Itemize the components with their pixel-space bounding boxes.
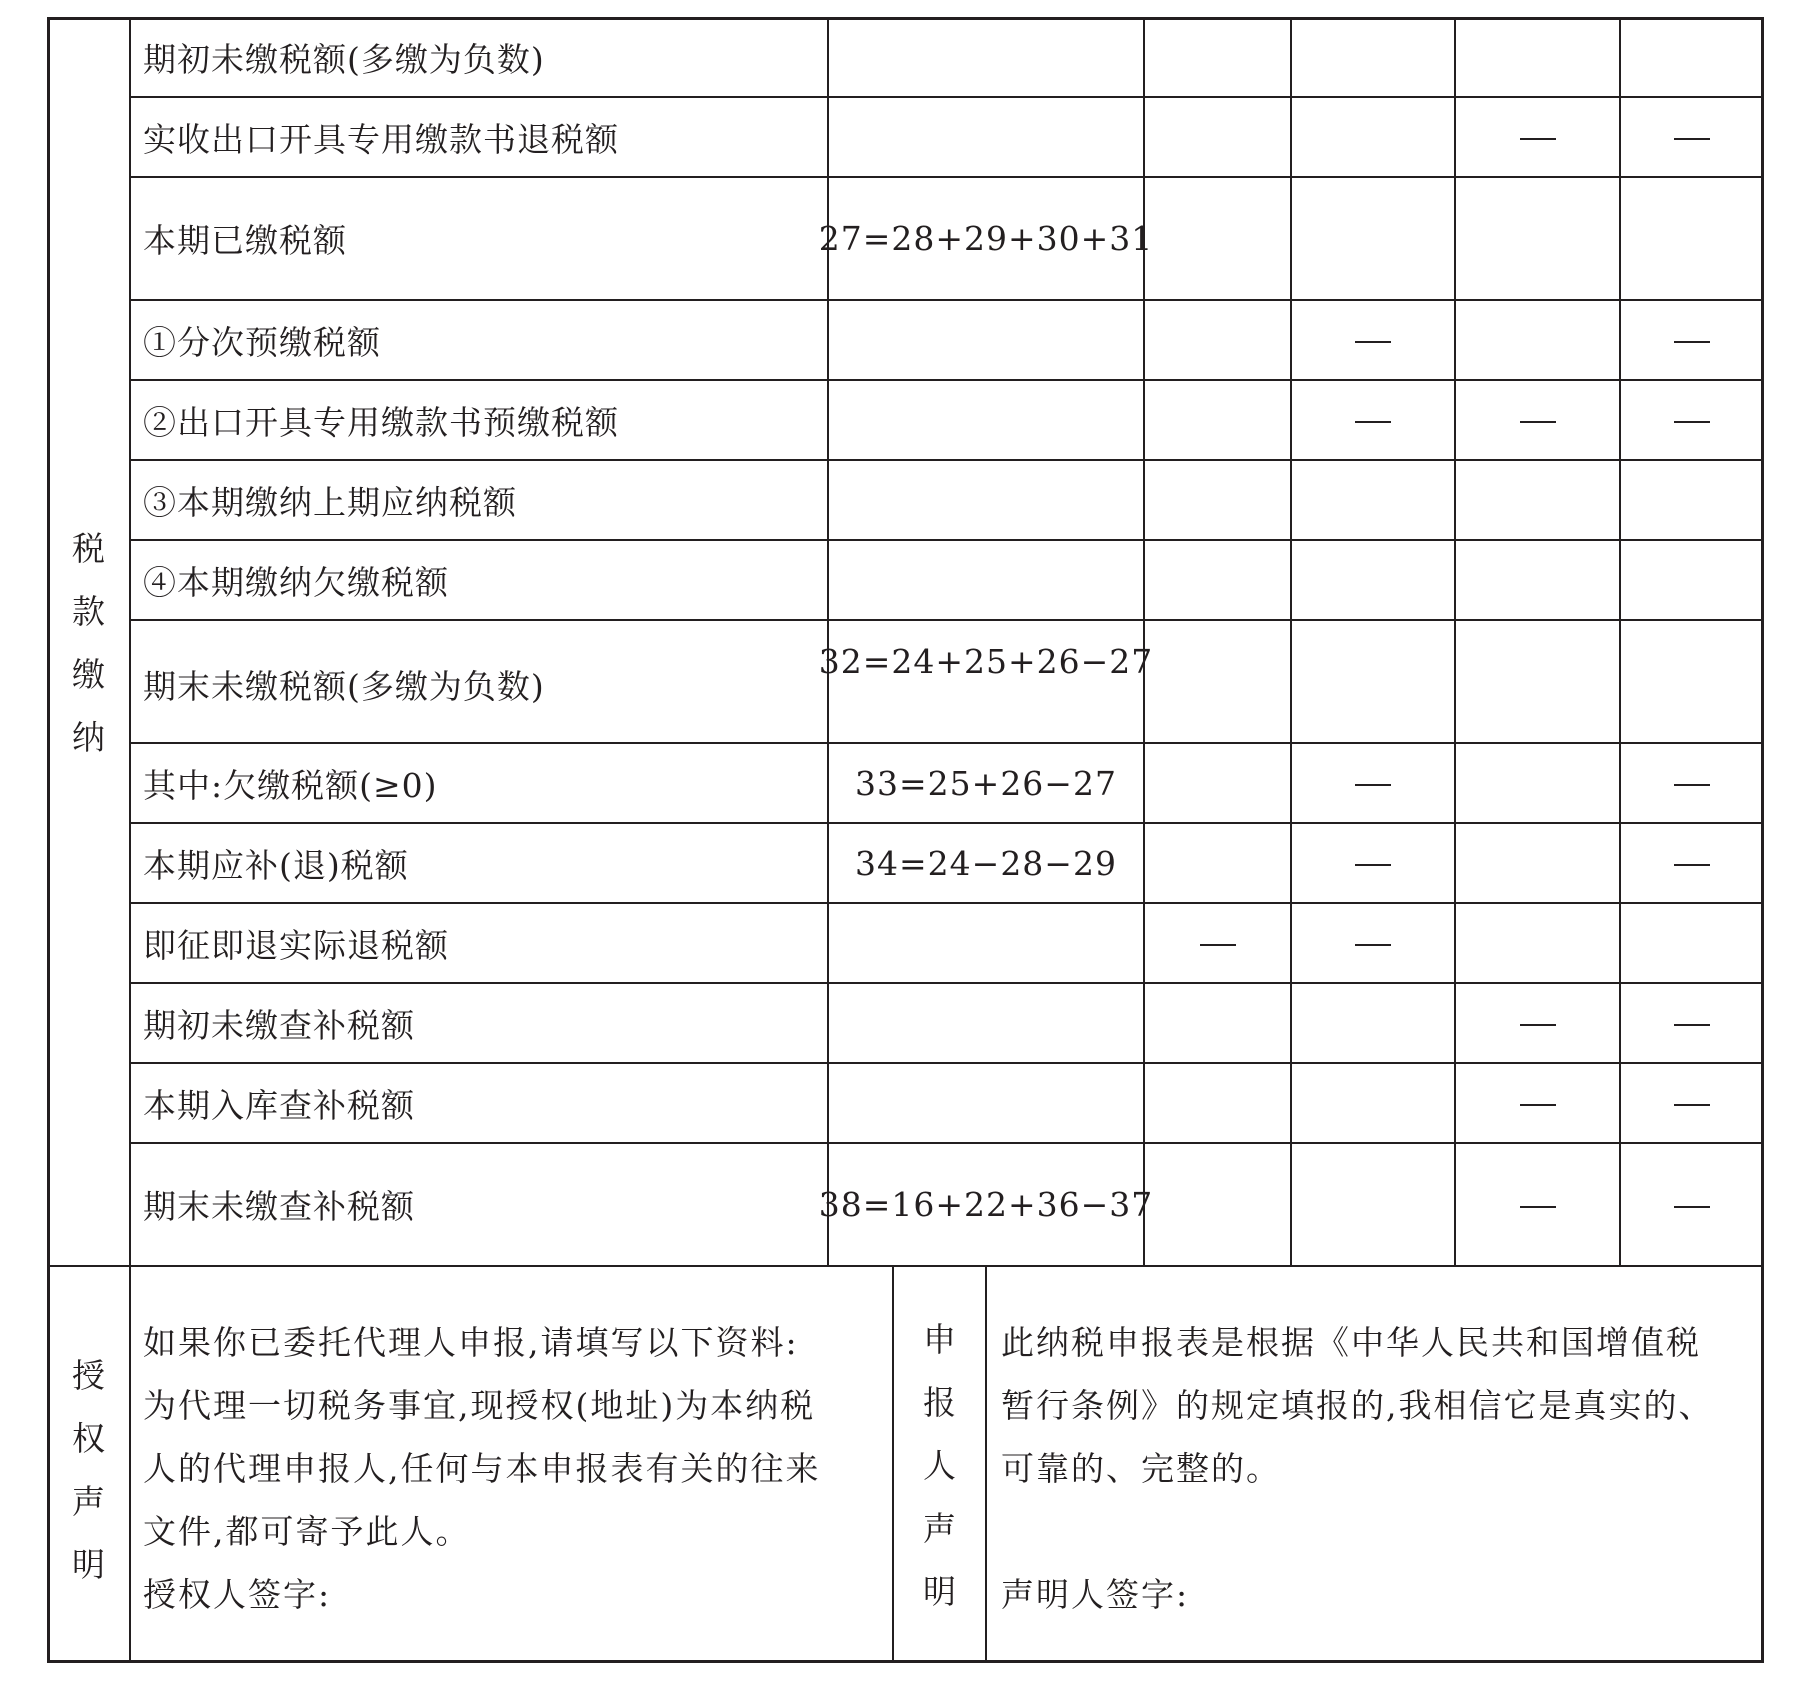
row-label-text: ①分次预缴税额 bbox=[143, 322, 381, 362]
row-formula bbox=[828, 823, 1144, 903]
row-label-text: 本期入库查补税额 bbox=[143, 1085, 415, 1125]
value-cell bbox=[1620, 540, 1764, 620]
not-applicable-dash bbox=[1520, 1206, 1556, 1208]
value-cell bbox=[1455, 903, 1620, 983]
value-cell bbox=[1291, 540, 1455, 620]
statement-line: 为代理一切税务事宜,现授权(地址)为本纳税 bbox=[143, 1386, 816, 1425]
row-label bbox=[130, 17, 828, 97]
row-formula bbox=[818, 177, 1154, 300]
value-cell bbox=[1291, 177, 1455, 300]
row-label bbox=[130, 983, 828, 1063]
value-cell bbox=[1144, 1063, 1291, 1143]
value-cell bbox=[1291, 460, 1455, 540]
row-label bbox=[130, 743, 828, 823]
row-label bbox=[130, 540, 828, 620]
row-formula bbox=[818, 1143, 1154, 1266]
declarant-statement bbox=[1001, 1311, 1714, 1626]
section-label-char: 款 bbox=[72, 591, 105, 631]
value-cell bbox=[1291, 823, 1455, 905]
section-label-declarant bbox=[893, 1308, 986, 1623]
statement-line: 可靠的、完整的。 bbox=[1001, 1449, 1281, 1488]
value-cell bbox=[1144, 983, 1291, 1063]
section-label-authorization bbox=[47, 1344, 130, 1596]
value-cell bbox=[1620, 743, 1764, 825]
row-label bbox=[130, 380, 828, 460]
row-formula-text: 34=24−28−29 bbox=[855, 843, 1117, 883]
row-label bbox=[130, 1143, 828, 1266]
row-label bbox=[130, 300, 828, 380]
not-applicable-dash bbox=[1355, 864, 1391, 866]
row-label-text: ②出口开具专用缴款书预缴税额 bbox=[143, 402, 619, 442]
value-cell bbox=[1620, 620, 1764, 743]
not-applicable-dash bbox=[1674, 341, 1710, 343]
value-cell bbox=[1455, 97, 1620, 179]
statement-line: 授权人签字: bbox=[143, 1575, 332, 1614]
row-label-text: 其中:欠缴税额(≥0) bbox=[143, 765, 438, 805]
row-label-text: 本期应补(退)税额 bbox=[143, 845, 409, 885]
row-formula-text: 32=24+25+26−27 bbox=[818, 642, 1154, 681]
section-label-char: 声 bbox=[72, 1482, 105, 1521]
value-cell bbox=[1620, 1063, 1764, 1145]
row-formula bbox=[828, 17, 1144, 97]
value-cell bbox=[1620, 380, 1764, 462]
value-cell bbox=[1291, 380, 1455, 462]
not-applicable-dash bbox=[1355, 421, 1391, 423]
value-cell bbox=[1144, 823, 1291, 903]
row-label-text: 实收出口开具专用缴款书退税额 bbox=[143, 119, 619, 159]
row-label bbox=[130, 823, 828, 903]
value-cell bbox=[1620, 460, 1764, 540]
row-formula bbox=[828, 300, 1144, 380]
value-cell bbox=[1144, 1143, 1291, 1266]
row-label-text: 即征即退实际退税额 bbox=[143, 925, 449, 965]
row-formula bbox=[828, 1063, 1144, 1143]
row-label bbox=[130, 620, 828, 743]
row-label bbox=[130, 1063, 828, 1143]
row-formula-text: 27=28+29+30+31 bbox=[818, 219, 1154, 258]
section-label-char: 声 bbox=[923, 1508, 956, 1548]
value-cell bbox=[1291, 97, 1455, 177]
value-cell bbox=[1620, 823, 1764, 905]
value-cell bbox=[1455, 620, 1620, 743]
value-cell bbox=[1291, 17, 1455, 97]
authorization-statement bbox=[143, 1311, 821, 1626]
row-formula-text: 33=25+26−27 bbox=[855, 763, 1117, 803]
value-cell bbox=[1291, 620, 1455, 743]
value-cell bbox=[1455, 823, 1620, 903]
row-label-text: ③本期缴纳上期应纳税额 bbox=[143, 482, 517, 522]
value-cell bbox=[1144, 380, 1291, 460]
value-cell bbox=[1455, 380, 1620, 462]
value-cell bbox=[1455, 983, 1620, 1065]
row-label-text: ④本期缴纳欠缴税额 bbox=[143, 562, 449, 602]
value-cell bbox=[1455, 540, 1620, 620]
row-formula bbox=[828, 983, 1144, 1063]
value-cell bbox=[1291, 983, 1455, 1063]
section-label-char: 明 bbox=[72, 1545, 105, 1584]
section-label-char: 权 bbox=[72, 1419, 105, 1458]
not-applicable-dash bbox=[1520, 1024, 1556, 1026]
statement-line: 文件,都可寄予此人。 bbox=[143, 1512, 471, 1551]
value-cell bbox=[1291, 903, 1455, 985]
not-applicable-dash bbox=[1674, 784, 1710, 786]
statement-line: 此纳税申报表是根据《中华人民共和国增值税 bbox=[1001, 1323, 1701, 1362]
value-cell bbox=[1144, 97, 1291, 177]
row-label-text: 本期已缴税额 bbox=[143, 221, 347, 260]
row-formula bbox=[828, 743, 1144, 823]
statement-line: 声明人签字: bbox=[1001, 1575, 1190, 1614]
value-cell bbox=[1620, 1143, 1764, 1268]
section-label-char: 申 bbox=[923, 1319, 956, 1359]
not-applicable-dash bbox=[1674, 1104, 1710, 1106]
row-formula bbox=[828, 903, 1144, 983]
value-cell bbox=[1620, 17, 1764, 97]
value-cell bbox=[1144, 300, 1291, 380]
value-cell bbox=[1144, 620, 1291, 743]
row-label-text: 期初未缴查补税额 bbox=[143, 1005, 415, 1045]
row-label-text: 期末未缴查补税额 bbox=[143, 1187, 415, 1226]
statement-line: 如果你已委托代理人申报,请填写以下资料: bbox=[143, 1323, 799, 1362]
section-label-char: 税 bbox=[72, 528, 105, 568]
not-applicable-dash bbox=[1674, 421, 1710, 423]
statement-line bbox=[1001, 1500, 1714, 1563]
row-label bbox=[130, 177, 828, 300]
value-cell bbox=[1455, 460, 1620, 540]
not-applicable-dash bbox=[1355, 784, 1391, 786]
not-applicable-dash bbox=[1355, 341, 1391, 343]
row-label bbox=[130, 97, 828, 177]
value-cell bbox=[1455, 1143, 1620, 1268]
value-cell bbox=[1291, 1143, 1455, 1266]
row-formula bbox=[818, 620, 1154, 743]
not-applicable-dash bbox=[1520, 1104, 1556, 1106]
row-formula bbox=[828, 460, 1144, 540]
value-cell bbox=[1291, 1063, 1455, 1143]
section-label-char: 缴 bbox=[72, 654, 105, 694]
value-cell bbox=[1144, 460, 1291, 540]
value-cell bbox=[1144, 743, 1291, 823]
section-label-char: 报 bbox=[923, 1382, 956, 1422]
section-label-char: 纳 bbox=[72, 717, 105, 757]
value-cell bbox=[1620, 97, 1764, 179]
value-cell bbox=[1620, 177, 1764, 300]
not-applicable-dash bbox=[1674, 1024, 1710, 1026]
value-cell bbox=[1455, 743, 1620, 823]
row-formula bbox=[828, 540, 1144, 620]
value-cell bbox=[1144, 903, 1291, 985]
section-label-tax-payment bbox=[47, 517, 130, 769]
statement-line: 暂行条例》的规定填报的,我相信它是真实的、 bbox=[1001, 1386, 1714, 1425]
section-label-char: 明 bbox=[923, 1571, 956, 1611]
value-cell bbox=[1455, 1063, 1620, 1145]
value-cell bbox=[1620, 300, 1764, 382]
value-cell bbox=[1144, 17, 1291, 97]
value-cell bbox=[1455, 177, 1620, 300]
value-cell bbox=[1455, 300, 1620, 380]
row-formula bbox=[828, 380, 1144, 460]
value-cell bbox=[1620, 983, 1764, 1065]
value-cell bbox=[1291, 300, 1455, 382]
not-applicable-dash bbox=[1674, 864, 1710, 866]
value-cell bbox=[1144, 177, 1291, 300]
statement-line: 人的代理申报人,任何与本申报表有关的往来 bbox=[143, 1449, 821, 1488]
not-applicable-dash bbox=[1355, 944, 1391, 946]
not-applicable-dash bbox=[1674, 1206, 1710, 1208]
row-label bbox=[130, 903, 828, 983]
not-applicable-dash bbox=[1674, 138, 1710, 140]
row-label-text: 期初未缴税额(多缴为负数) bbox=[143, 39, 545, 79]
not-applicable-dash bbox=[1200, 944, 1236, 946]
value-cell bbox=[1455, 17, 1620, 97]
not-applicable-dash bbox=[1520, 138, 1556, 140]
value-cell bbox=[1144, 540, 1291, 620]
value-cell bbox=[1620, 903, 1764, 983]
row-formula-text: 38=16+22+36−37 bbox=[818, 1185, 1154, 1224]
row-formula bbox=[828, 97, 1144, 177]
row-label bbox=[130, 460, 828, 540]
value-cell bbox=[1291, 743, 1455, 825]
row-label-text: 期末未缴税额(多缴为负数) bbox=[143, 667, 545, 706]
section-label-char: 人 bbox=[923, 1445, 956, 1485]
section-label-char: 授 bbox=[72, 1356, 105, 1395]
not-applicable-dash bbox=[1520, 421, 1556, 423]
